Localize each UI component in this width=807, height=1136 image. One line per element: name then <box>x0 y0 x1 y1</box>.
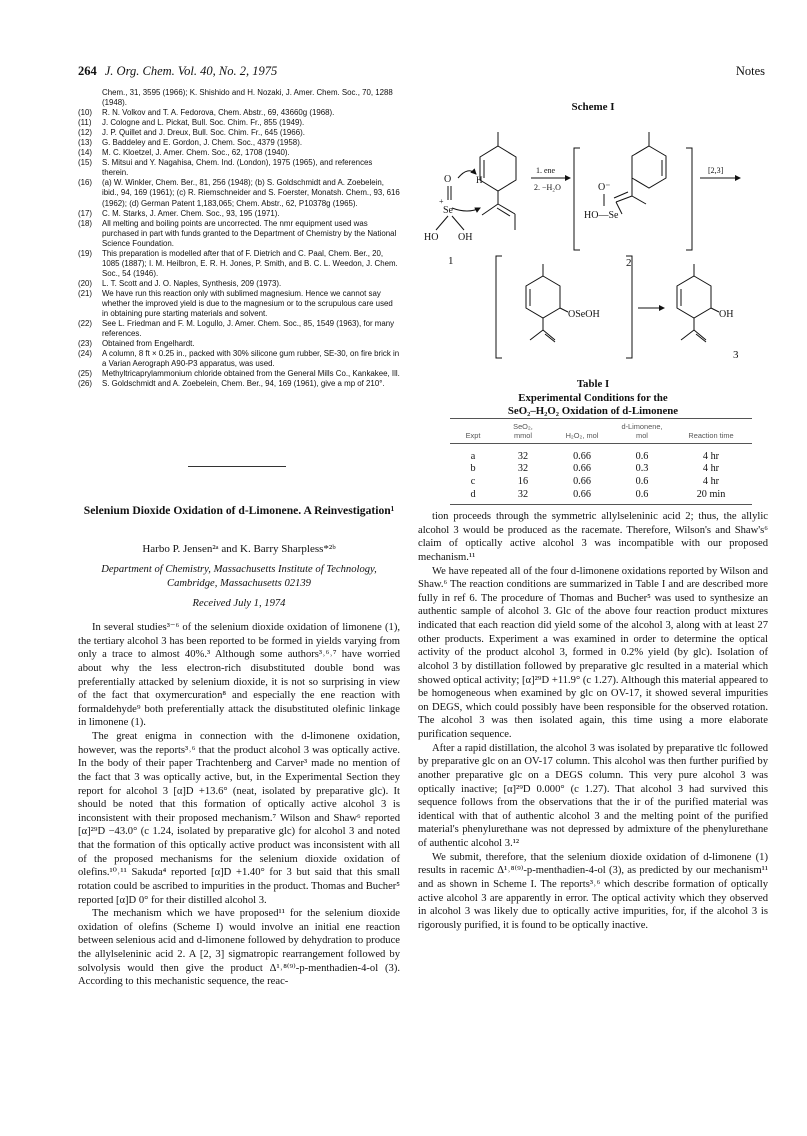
table-cell: b <box>470 463 476 475</box>
reference-item <box>78 209 400 219</box>
reference-item <box>78 219 400 249</box>
table-row <box>450 444 752 463</box>
reference-text: S. Goldschmidt and A. Zoebelein, Chem. Ber., 94, 169 (1961), give a mp of 210°. <box>102 379 385 389</box>
table-cell: 4 hr <box>702 463 720 475</box>
reference-item <box>78 148 400 158</box>
section-label: Notes <box>735 64 765 78</box>
reference-item <box>78 249 400 279</box>
compound-1-label: 1 <box>448 255 454 267</box>
table-cell: 32 <box>517 463 529 475</box>
table-cell: 0.66 <box>573 450 591 462</box>
table-cell: a <box>470 450 476 462</box>
body-paragraph: The mechanism which we have proposed¹¹ for the selenium dioxide oxidation of olefins (Scheme I) would involve an initial ene reaction between selenious acid and d-limonene followed by dehydration to produce the allylseleninic acid 2. A [2, 3] sigmatropic rearrangement followed by solvolysis would then give the product Δ¹˒⁸⁽⁹⁾-p-menthadien-4-ol (3). According to this mechanistic sequence, the reac- <box>78 908 400 988</box>
intermediate-structure <box>496 256 632 358</box>
table-cell: d <box>470 488 476 500</box>
oh-label: OH <box>458 232 473 243</box>
reference-number: (12) <box>78 128 93 138</box>
reference-number: (26) <box>78 379 93 389</box>
reference-text: All melting and boiling points are uncorrected. The nmr equipment used was purchased in part with funds granted to the Department of Chemistry by the National Science Foundation. <box>102 218 397 248</box>
table-row <box>450 463 752 476</box>
table-title-line-2: Experimental Conditions for the <box>518 391 668 404</box>
table-title-line-3: SeO₂–H₂O₂ Oxidation of d-Limonene <box>507 405 679 417</box>
reference-number: (19) <box>78 248 93 258</box>
hose-label: HO—Se <box>584 210 619 221</box>
reference-item <box>78 128 400 138</box>
compound-2-label: 2 <box>626 257 632 269</box>
reference-item <box>78 319 400 339</box>
svg-text:+: + <box>439 197 444 206</box>
ho-label: HO <box>424 232 439 243</box>
o-atom-label: O <box>444 174 452 185</box>
header-seo2-unit: mmol <box>496 431 550 444</box>
table-cell: 20 min <box>696 488 726 500</box>
reference-number: (21) <box>78 288 93 298</box>
reference-text: J. Cologne and L. Pickat, Bull. Soc. Chim. Fr., 855 (1949). <box>102 118 305 128</box>
scheme-diagram <box>418 118 768 373</box>
reference-text: This preparation is modelled after that of F. Dietrich and C. Paal, Chem. Ber., 20, 1085 (1887); I. M. Heilbron, E. R. H. Jones, P. Smith, and B. C. L. Weedon, J. Chem. Soc., 54 (1946). <box>102 248 398 278</box>
body-paragraph: After a rapid distillation, the alcohol 3 was isolated by preparative tlc followed by preparative glc on an OV-17 column. This alcohol was then further purified by another preparative glc on a DEGS column. This very pure alcohol 3 was optically inactive; [α]²⁹D 0.000° (c 1.27). That alcohol 3 had survived this sequence follows from the observations that the ir of the purified material was identical with that of authentic alcohol 3 and the melting point of the purified material's phenylurethane was not depressed by admixture of the phenylurethane of authentic alcohol 3.¹² <box>418 742 768 849</box>
table-cell: 32 <box>517 450 529 462</box>
table-cell: 0.3 <box>635 463 649 475</box>
reference-number: (13) <box>78 138 93 148</box>
page-number: 264 <box>78 64 97 78</box>
conditions-table-container <box>450 418 752 505</box>
article-title: Selenium Dioxide Oxidation of d-Limonene. A Reinvestigation¹ <box>83 504 395 517</box>
reference-number: (15) <box>78 158 93 168</box>
reference-item <box>78 379 400 389</box>
page-header <box>78 64 765 82</box>
received-date: Received July 1, 1974 <box>192 598 286 609</box>
reference-number: (24) <box>78 349 93 359</box>
reference-text: A column, 8 ft × 0.25 in., packed with 30% silicone gum rubber, SE-30, on fire brick in a Varian Aerograph A90-P3 apparatus, was used. <box>102 349 400 369</box>
reference-text: J. P. Quillet and J. Dreux, Bull. Soc. Chim. Fr., 645 (1966). <box>102 128 305 138</box>
table-caption <box>418 378 768 419</box>
reference-item <box>78 349 400 369</box>
reaction-arrow-2 <box>700 166 740 178</box>
reference-text: S. Mitsui and Y. Nagahisa, Chem. Ind. (London), 1975 (1965), and references therein. <box>102 158 373 178</box>
journal-citation: J. Org. Chem. Vol. 40, No. 2, 1975 <box>104 64 278 78</box>
header-seo2: SeO₂, <box>513 422 533 431</box>
table-cell: 4 hr <box>702 475 720 487</box>
h-atom-label: H <box>476 175 483 185</box>
reference-text: L. T. Scott and J. O. Naples, Synthesis, 209 (1973). <box>102 278 282 288</box>
body-paragraph: We submit, therefore, that the selenium dioxide oxidation of d-limonene (1) results in racemic Δ¹˒⁸⁽⁹⁾-p-menthadien-4-ol (3), as predicted by our mechanism¹¹ and as shown in Scheme I. The reports³˒⁶ which describe formation of optically active alcohol 3 are apparently in error. The optical activity which they observed in alcohol 3 was likely due to optically active impurities, for, if the alcohol 3 is rigorously purified, it is found to be optically inactive. <box>418 851 768 931</box>
reference-number: (23) <box>78 339 93 349</box>
reference-item <box>78 158 400 178</box>
arrow1-bottom-label: 2. −H₂O <box>534 183 561 192</box>
table-cell: 0.6 <box>635 475 649 487</box>
conditions-table <box>450 418 752 505</box>
body-paragraph: In several studies³⁻⁶ of the selenium dioxide oxidation of limonene (1), the tertiary alcohol 3 has been reported to be formed in yields varying from only a trace to almost 40%.³ Although some authors³˒⁶˒⁷ have worried about why the less electron-rich disubstituted double bond was preferentially attacked by selenium dioxide, it is not so surprising in view of the fact that oxymercuration⁸ and especially the ene reaction with formaldehyde⁹ both preferentially attack the disubstituted olefinic linkage in limonene (1). <box>78 622 400 729</box>
table-row <box>450 475 752 488</box>
article-divider <box>188 466 286 467</box>
reference-text: M. C. Kloetzel, J. Amer. Chem. Soc., 62, 1708 (1940). <box>102 148 290 158</box>
table-cell: 0.66 <box>573 488 591 500</box>
author-affiliation: Department of Chemistry, Massachusetts Institute of Technology, Cambridge, Massachusetts 02139 <box>101 564 377 589</box>
table-cell: 0.66 <box>573 475 591 487</box>
reference-item <box>78 279 400 289</box>
reference-number: (10) <box>78 108 93 118</box>
body-text-right <box>418 510 768 932</box>
reference-text: C. M. Starks, J. Amer. Chem. Soc., 93, 195 (1971). <box>102 208 280 218</box>
compound-3-structure <box>677 264 739 361</box>
reference-number: (11) <box>78 118 92 128</box>
body-paragraph: The great enigma in connection with the d-limonene oxidation, however, was the reports³˒⁶ that the product alcohol 3 was optically active. In the body of their paper Trachtenberg and Carver³ made no mention of the fact that 3 was optically active, but, in the Experimental Section they report for alcohol 3 [α]D +13.6° (neat, isolated by preparative glc). It should be noted that this formation of optically active alcohol 3 is inconsistent with their proposed mechanism.⁷ Wilson and Shaw⁶ reported [α]²⁹D −43.0° (c 1.24, isolated by preparative glc) for alcohol 3 and noted that the formation of this optically active product was inconsistent with all of the proposed mechanisms for the selenium dioxide oxidation of olefins.¹⁰˒¹¹ Sakuda⁴ reported [α]D +1.40° for 3 but said that this small rotation could be ascribed to impurities in the product. Thomas and Bucher⁵ reported [α]D 0° for their distilled alcohol 3. <box>78 731 400 906</box>
table-row <box>450 488 752 505</box>
compound-2-structure <box>574 132 692 269</box>
table-cell: 32 <box>517 488 529 500</box>
table-cell: 0.66 <box>573 463 591 475</box>
body-paragraph: We have repeated all of the four d-limonene oxidations reported by Wilson and Shaw.⁶ The reaction conditions are summarized in Table I and are described more fully in ref 6. The procedure of Thomas and Bucher⁵ was used to synthesize an authentic sample of alcohol 3. Glc of the above four reaction product mixtures indicated that each reaction did yield some of the alcohol 3, along with at least 27 other products. Experiment a was examined in order to determine the optical activity of the product alcohol 3, formed in 0.2% yield (by glc). Isolation of alcohol 3 by distillation followed by preparative glc resulted in a material which showed optical activity; [α]²⁹D +11.9° (c 1.27). Although this material appeared to be homogeneous when examined by glc on OV-17, it showed several impurities on DEGS, which could possibly have been responsible for the observed rotation. The alcohol 3 was then isolated again, this time using a more elaborate purification sequence. <box>418 565 768 740</box>
header-limonene: d-Limonene, <box>621 422 663 431</box>
table-cell: c <box>470 475 476 487</box>
article-authors: Harbo P. Jensen²ᵃ and K. Barry Sharpless*²ᵇ <box>142 543 336 555</box>
reference-number: (18) <box>78 218 93 228</box>
table-cell: 16 <box>517 475 529 487</box>
table-cell: 0.6 <box>635 488 649 500</box>
reference-number <box>78 88 102 108</box>
header-expt: Expt <box>450 431 496 444</box>
reference-number: (16) <box>78 178 93 188</box>
table-cell: 4 hr <box>702 450 720 462</box>
reference-text: (a) W. Winkler, Chem. Ber., 81, 256 (1948); (b) S. Goldschmidt and A. Zoebelein, ibid., 94, 169 (1961); (c) R. Riemschneider and S. Foerster, Monatsh. Chem., 93, 616 (1962); (d) German Patent 1,183,065; Chem. Abstr., 62, P10378g (1965). <box>102 178 400 208</box>
reference-text: See L. Friedman and F. M. Logullo, J. Amer. Chem. Soc., 85, 1549 (1963), for many references. <box>102 319 395 339</box>
reference-item <box>78 118 400 128</box>
reference-text: Chem., 31, 3595 (1966); K. Shishido and H. Nozaki, J. Amer. Chem. Soc., 70, 1288 (1948). <box>102 88 393 108</box>
scheme-title: Scheme I <box>571 101 615 113</box>
reference-item <box>78 138 400 148</box>
se-atom-label: Se <box>443 205 453 216</box>
reference-text: Methyltricaprylammonium chloride obtained from the General Mills Co., Kankakee, Ill. <box>102 369 400 379</box>
reference-text: We have run this reaction only with sublimed magnesium. Hence we cannot say whether the improved yield is due to the magnesium or to the scrupulous care used in obtaining pure starting materials and solvent. <box>102 288 393 319</box>
o-minus-label: O⁻ <box>598 182 611 193</box>
reference-item <box>78 369 400 379</box>
reference-number: (22) <box>78 319 93 329</box>
reference-item <box>78 88 400 108</box>
reference-text: R. N. Volkov and T. A. Fedorova, Chem. Abstr., 69, 43660g (1968). <box>102 108 335 118</box>
oseoh-label: OSeOH <box>568 309 600 320</box>
table-cell: 0.6 <box>635 450 649 462</box>
oh-3-label: OH <box>719 309 734 320</box>
reaction-arrow-1 <box>531 166 570 192</box>
header-limonene-unit: mol <box>614 431 670 444</box>
reference-number: (17) <box>78 208 93 218</box>
compound-3-label: 3 <box>733 349 739 361</box>
header-reaction-time: Reaction time <box>670 431 752 444</box>
body-text-left <box>78 621 400 989</box>
reference-item <box>78 108 400 118</box>
reference-number: (14) <box>78 148 93 158</box>
reference-number: (25) <box>78 369 93 379</box>
body-paragraph: tion proceeds through the symmetric allylseleninic acid 2; thus, the allylic alcohol 3 would be produced as the racemate. Therefore, Wilson's and Shaw's⁶ claim of optically active alcohol 3 was incompatible with our proposed mechanism.¹¹ <box>418 511 768 563</box>
reference-number: (20) <box>78 278 93 288</box>
reference-list <box>78 88 400 389</box>
table-number: Table I <box>576 378 610 390</box>
reference-text: Obtained from Engelhardt. <box>102 339 195 349</box>
reference-text: G. Baddeley and E. Gordon, J. Chem. Soc., 4379 (1958). <box>102 138 303 148</box>
reference-item <box>78 289 400 319</box>
arrow1-top-label: 1. ene <box>536 166 556 175</box>
header-h2o2: H₂O₂, mol <box>550 431 614 444</box>
reference-item <box>78 178 400 208</box>
reference-item <box>78 339 400 349</box>
compound-1-structure <box>424 132 516 267</box>
arrow2-label: [2,3] <box>708 166 724 175</box>
